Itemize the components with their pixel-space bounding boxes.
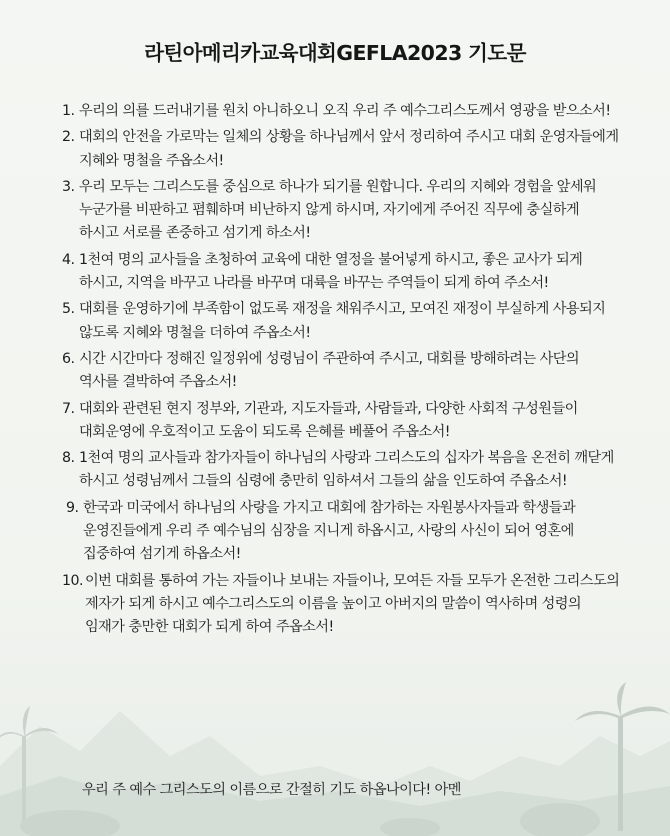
prayer-text: 1천여 명의 교사들을 초청하여 교육에 대한 열정을 불어넣게 하시고, 좋은 교사가 되게 하시고, 지역을 바꾸고 나라를 바꾸며 대륙을 바꾸는 주역들이 되게 하여 주소서! [79, 251, 583, 292]
prayer-text: 한국과 미국에서 하나님의 사랑을 가지고 대회에 참가하는 자원봉사자들과 학생들과 운영진들에게 우리 주 예수님의 심장을 지니게 하옵시고, 사랑의 사신이 되어 영혼에 집중하여 섬기게 하옵소서! [83, 499, 576, 563]
prayer-item-9 [66, 497, 622, 567]
prayer-number: 6. [62, 350, 75, 367]
prayer-item-10 [62, 570, 622, 640]
prayer-text: 이번 대회를 통하여 가는 자들이나 보내는 자들이나, 모여든 자들 모두가 온전한 그리스도의 제자가 되게 하시고 예수그리스도의 이름을 높이고 아버지의 말씀이 역사하며 성령의 임재가 충만한 대회가 되게 하여 주옵소서! [85, 572, 620, 636]
prayer-text: 대회의 안전을 가로막는 일체의 상황을 하나님께서 앞서 정리하여 주시고 대회 운영자들에게 지혜와 명철을 주옵소서! [79, 129, 619, 169]
prayer-number: 1. [62, 103, 75, 119]
prayer-number: 10. [62, 572, 83, 589]
prayer-text: 대회를 운영하기에 부족함이 없도록 재정을 채워주시고, 모여진 재정이 부실하게 사용되지 않도록 지혜와 명철을 더하여 주옵소서! [79, 301, 606, 341]
prayer-item-4 [62, 249, 622, 296]
prayer-item-1 [62, 100, 622, 123]
prayer-item-3 [62, 176, 622, 246]
prayer-text: 시간 시간마다 정해진 일정위에 성령님이 주관하여 주시고, 대회를 방해하려는 사단의 역사를 결박하여 주옵소서! [79, 350, 580, 391]
prayer-item-6 [62, 348, 622, 395]
prayer-number: 4. [62, 251, 75, 268]
prayer-text: 우리의 의를 드러내기를 원치 아니하오니 오직 우리 주 예수그리스도께서 영광을 받으소서! [79, 103, 611, 119]
prayer-text: 우리 모두는 그리스도를 중심으로 하나가 되기를 원합니다. 우리의 지혜와 경험을 앞세워 누군가를 비판하고 폄훼하며 비난하지 않게 하시며, 자기에게 주어진 직무에 충실하게 하시고 서로를 존중하고 섬기게 하소서! [79, 178, 597, 242]
prayer-list [62, 100, 622, 643]
prayer-item-8 [62, 447, 622, 494]
prayer-number: 3. [62, 178, 75, 195]
prayer-text: 대회와 관련된 현지 정부와, 기관과, 지도자들과, 사람들과, 다양한 사회적 구성원들이 대회운영에 우호적이고 도움이 되도록 은혜를 베풀어 주옵소서! [79, 400, 578, 440]
prayer-item-5 [62, 298, 622, 345]
landscape-background-image [0, 616, 670, 836]
prayer-item-2 [62, 126, 622, 173]
prayer-number: 8. [62, 450, 75, 467]
prayer-number: 9. [66, 499, 79, 516]
prayer-item-7 [62, 398, 622, 445]
prayer-number: 2. [62, 129, 75, 146]
prayer-number: 7. [62, 400, 75, 417]
page-title: 라틴아메리카교육대회GEFLA2023 기도문 [144, 41, 526, 65]
closing-prayer: 우리 주 예수 그리스도의 이름으로 간절히 기도 하옵나이다! 아멘 [82, 782, 461, 798]
prayer-text: 1천여 명의 교사들과 참가자들이 하나님의 사랑과 그리스도의 십자가 복음을 온전히 깨닫게 하시고 성령님께서 그들의 심령에 충만히 임하셔서 그들의 삶을 인도하여 주옵소서! [79, 450, 614, 490]
prayer-number: 5. [62, 301, 75, 318]
